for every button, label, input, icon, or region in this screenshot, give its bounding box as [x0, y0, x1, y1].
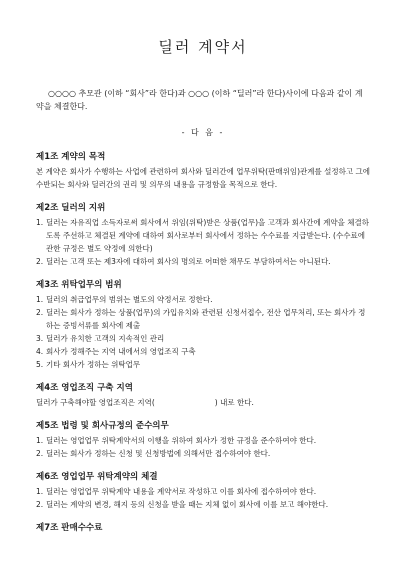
item-number: 1.: [36, 436, 44, 445]
body-text-before: 딜러가 구축해야할 영업조직은 지역(: [36, 398, 155, 407]
document-title: 딜러 계약서: [158, 38, 248, 56]
article-items: [36, 293, 370, 371]
list-item: [36, 216, 370, 255]
item-number: 2.: [36, 257, 44, 266]
item-number: 4.: [36, 347, 44, 356]
list-item: [36, 345, 370, 358]
item-text: 딜러가 유치한 고객의 지속적인 관리: [46, 334, 165, 343]
list-item: [36, 358, 370, 371]
item-number: 2.: [36, 308, 44, 317]
article-heading: 제7조 판매수수료: [36, 523, 103, 533]
item-number: 2.: [36, 500, 44, 509]
item-text: 딜러는 자유직업 소득자로써 회사에서 위임(위탁)받은 상품(업무)을 고객과 회사간에 계약을 체결하도록 주선하고 체결된 계약에 대하여 회사로부터 회사에서 정하는 수수료를 지급받는다. (수수료에 관한 규정은 별도 약정에 의한다): [46, 218, 369, 253]
item-number: 1.: [36, 295, 44, 304]
list-item: [36, 306, 370, 332]
list-item: [36, 485, 370, 498]
item-text: 기타 회사가 정하는 위탁업무: [46, 360, 141, 369]
item-number: 3.: [36, 334, 44, 343]
article-body: [36, 396, 370, 409]
list-item: [36, 255, 370, 268]
item-number: 5.: [36, 360, 44, 369]
article-heading: 제3조 위탁업무의 범위: [36, 280, 122, 290]
list-item: [36, 434, 370, 447]
item-text: 딜러는 영업업무 위탁계약서의 이행을 위하여 회사가 정한 규정을 준수하여야 한다.: [46, 436, 317, 445]
item-text: 딜러는 계약의 변경, 해지 등의 신청을 받을 때는 지체 없이 회사에 이를 보고 해야한다.: [46, 500, 329, 509]
item-text: 딜러는 회사가 정하는 상품(업무)의 가입유치와 관련된 신청서접수, 전산 업무처리, 또는 회사가 정하는 증빙서류를 회사에 제출: [46, 308, 366, 330]
article-items: [36, 434, 370, 460]
item-text: 딜러는 회사가 정하는 신청 및 신청방법에 의해서만 접수하여야 한다.: [46, 449, 271, 458]
item-number: 1.: [36, 218, 44, 227]
article-2: [36, 201, 370, 268]
article-heading: 제4조 영업조직 구축 지역: [36, 383, 133, 393]
article-heading: 제6조 영업업무 위탁계약의 체결: [36, 472, 158, 482]
article-body: 본 계약은 회사가 수행하는 사업에 관련하여 회사와 딜러간에 업무위탁(판매위임)관계를 설정하고 그에 수반되는 회사와 딜러간의 권리 및 의무의 내용을 규정함을 목적으로 한다.: [36, 167, 370, 189]
article-7: [36, 521, 370, 533]
list-item: [36, 447, 370, 460]
article-4: [36, 381, 370, 409]
item-number: 1.: [36, 487, 44, 496]
article-heading: 제5조 법령 및 회사규정의 준수의무: [36, 421, 169, 431]
item-text: 딜러의 취급업무의 범위는 별도의 약정서로 정한다.: [46, 295, 213, 304]
article-heading: 제1조 계약의 목적: [36, 152, 106, 162]
item-text: 회사가 정해주는 지역 내에서의 영업조직 구축: [46, 347, 196, 356]
article-6: [36, 470, 370, 511]
list-item: [36, 498, 370, 511]
item-text: 딜러는 고객 또는 제3자에 대하여 회사의 명의로 어떠한 채무도 부담하여서는 아니된다.: [46, 257, 331, 266]
article-5: [36, 419, 370, 460]
list-item: [36, 332, 370, 345]
article-1: [36, 150, 370, 191]
item-text: 딜러는 영업업무 위탁계약 내용을 계약서로 작성하고 이를 회사에 접수하여야 한다.: [46, 487, 317, 496]
intro-paragraph: ○○○○ 추모관 (이하 “회사”라 한다)과 ○○○ (이하 “딜러”라 한다)사이에 다음과 같이 계약을 체결한다.: [36, 89, 363, 111]
article-heading: 제2조 딜러의 지위: [36, 203, 106, 213]
article-items: [36, 485, 370, 511]
body-text-after: ) 내로 한다.: [214, 398, 254, 407]
item-number: 2.: [36, 449, 44, 458]
list-item: [36, 293, 370, 306]
divider-label: - 다 음 -: [181, 128, 225, 137]
article-3: [36, 278, 370, 371]
article-items: [36, 216, 370, 268]
